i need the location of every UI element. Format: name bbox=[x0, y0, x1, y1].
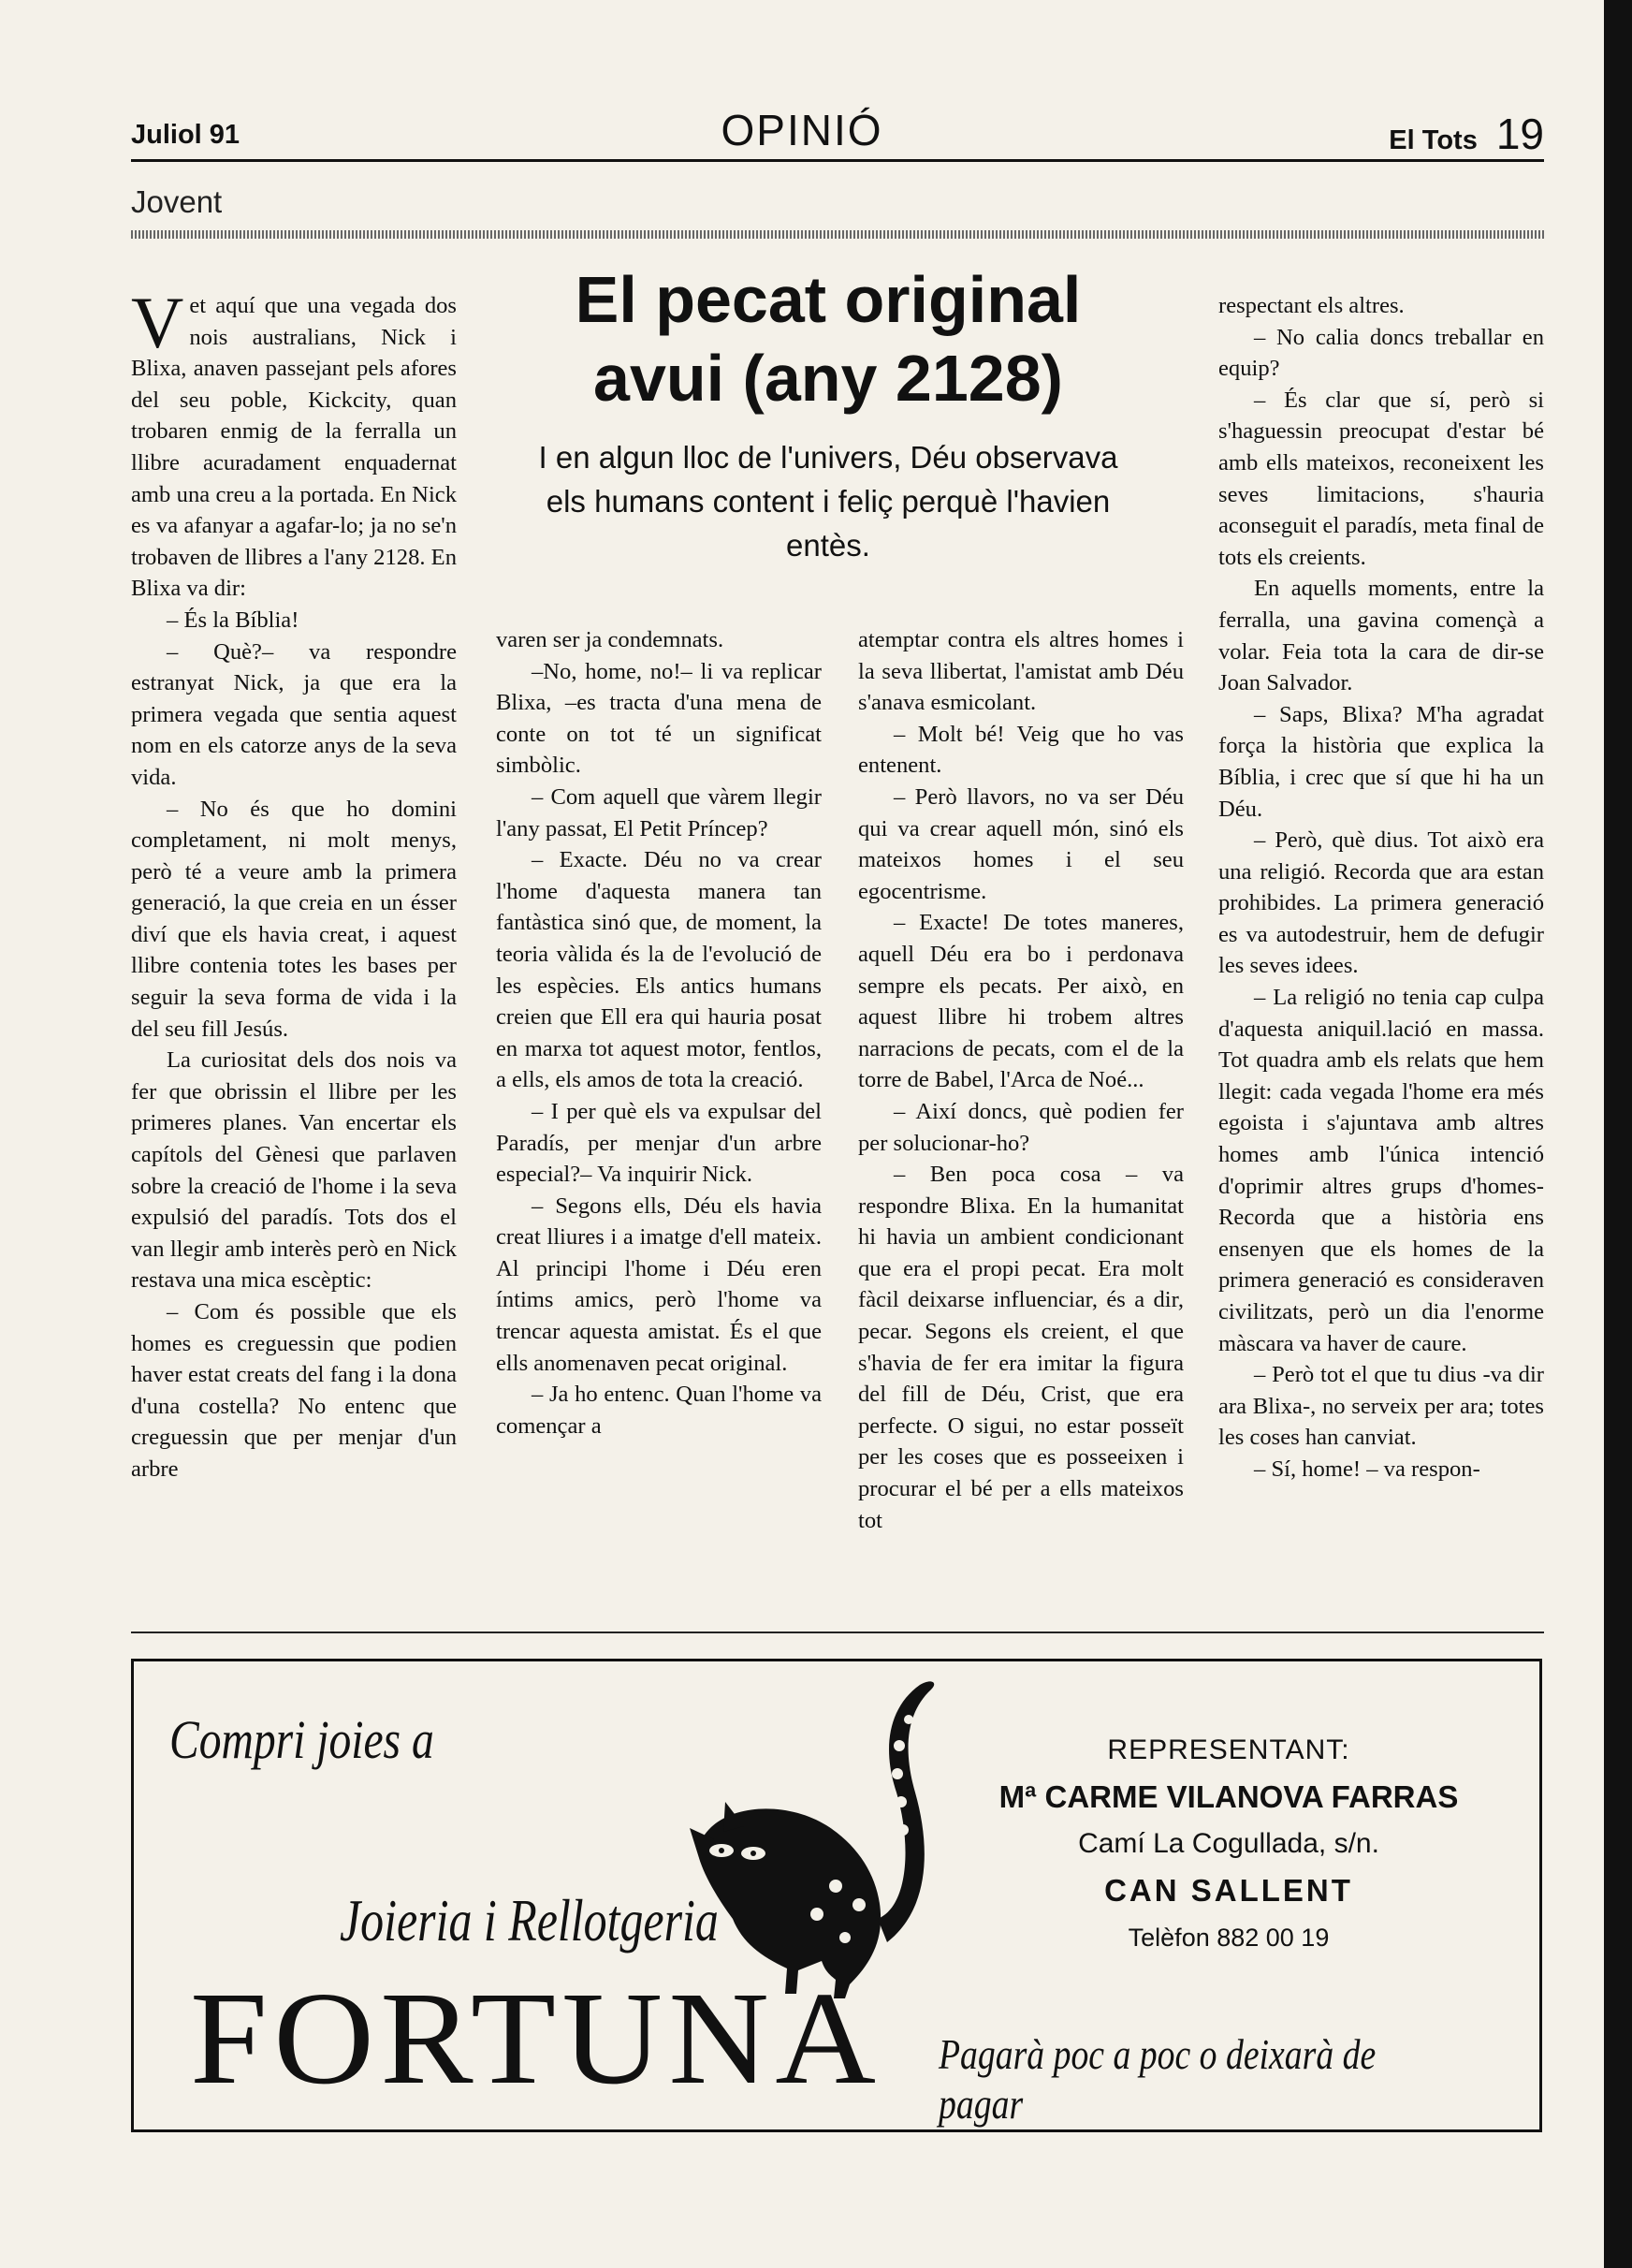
article-paragraph bbox=[1218, 385, 1544, 574]
paragraph-text: – És la Bíblia! bbox=[167, 607, 299, 633]
paragraph-text: – No calia doncs treballar en equip? bbox=[1218, 324, 1544, 382]
paragraph-text: La curiositat dels dos nois va fer que obrissin el llibre per les primeres planes. Van encertar els capítols del Gènesi que parlaven sobre la creació de l'home i la seva expulsió del paradís. Tots dos el van llegir amb interès però en Nick restava una mica escèptic: bbox=[131, 1047, 457, 1294]
article-column-3 bbox=[858, 624, 1184, 1536]
article-paragraph bbox=[496, 782, 822, 844]
paragraph-text: – Què?– va respondre estranyat Nick, ja que era la primera vegada que sentia aquest nom en els catorze anys de la seva vida. bbox=[131, 638, 457, 790]
article-paragraph bbox=[858, 1096, 1184, 1159]
article-paragraph bbox=[496, 624, 822, 656]
publication-info bbox=[1389, 109, 1544, 159]
article-paragraph bbox=[496, 1191, 822, 1380]
article-paragraph bbox=[131, 282, 457, 605]
article-paragraph bbox=[858, 719, 1184, 782]
drop-cap: V bbox=[131, 282, 184, 363]
article-paragraph bbox=[1218, 1454, 1544, 1485]
header-rule bbox=[131, 159, 1544, 162]
issue-date: Juliol 91 bbox=[131, 120, 240, 150]
article-paragraph bbox=[496, 1096, 822, 1191]
paragraph-text: –No, home, no!– li va replicar Blixa, –es tracta d'una mena de conte on tot té un significat simbòlic. bbox=[496, 658, 822, 779]
paragraph-text: – Molt bé! Veig que ho vas entenent. bbox=[858, 721, 1184, 779]
article-paragraph bbox=[496, 1379, 822, 1441]
paragraph-text: – Però llavors, no va ser Déu qui va crear aquell món, sinó els mateixos homes i el seu egocentrisme. bbox=[858, 783, 1184, 904]
paragraph-text: et aquí que una vegada dos nois australians, Nick i Blixa, anaven passejant pels afores del seu poble, Kickcity, quan trobaren enmig de la ferralla un llibre acuradament enquadernat amb una creu a la portada. En Nick es va afanyar a agafar-lo; ja no se'n trobaven de llibres a l'any 2128. En Blixa va dir: bbox=[131, 293, 457, 602]
paragraph-text: – La religió no tenia cap culpa d'aquesta aniquil.lació en massa. Tot quadra amb els relats que hem llegit: cada vegada l'home era més egoista i s'ajuntava amb altres homes amb l'única intenció d'oprimir altres grups d'homes- Recorda que a història ens ensenyen que els homes de la primera generació es consideraven civilitzats, però un dia l'enorme màscara va haver de caure. bbox=[1218, 985, 1544, 1356]
headline-line-1: El pecat original bbox=[575, 263, 1082, 336]
paragraph-text: – I per què els va expulsar del Paradís, per menjar d'un arbre especial?– Va inquirir Nick. bbox=[496, 1098, 822, 1188]
article-paragraph bbox=[1218, 290, 1544, 322]
headline-line-2: avui (any 2128) bbox=[593, 342, 1063, 415]
ad-brand: FORTUNA bbox=[190, 1964, 882, 2112]
article-paragraph bbox=[496, 844, 822, 1096]
article-paragraph bbox=[1218, 322, 1544, 385]
rep-phone: Telèfon 882 00 19 bbox=[1128, 1924, 1330, 1952]
paragraph-text: – Ben poca cosa – va respondre Blixa. En la humanitat hi havia un ambient condicionant que era el propi pecat. Era molt fàcil deixarse influenciar, és a dir, pecar. Segons els creient, el que s'havia de fer era imitar la figura del fill de Déu, Crist, que era perfecte. O sigui, no estar posseït per les coses que es posseeixen i procurar el bé per a ells mateixos tot bbox=[858, 1162, 1184, 1533]
page-number: 19 bbox=[1495, 110, 1544, 158]
paragraph-text: respectant els altres. bbox=[1218, 293, 1405, 318]
paragraph-text: – És clar que sí, però si s'haguessin preocupat d'estar bé amb ells mateixos, reconeixent les seves limitacions, s'hauria aconseguit el paradís, meta final de tots els creients. bbox=[1218, 387, 1544, 570]
paragraph-text: – Saps, Blixa? M'ha agradat força la història que explica la Bíblia, i crec que sí que hi ha un Déu. bbox=[1218, 701, 1544, 822]
paragraph-text: – Sí, home! – va respon- bbox=[1254, 1456, 1480, 1482]
rep-name: Mª CARME VILANOVA FARRAS bbox=[998, 1779, 1459, 1814]
ad-tagline: Compri joies a bbox=[169, 1709, 434, 1770]
paragraph-text: En aquells moments, entre la ferralla, una gavina començà a volar. Feia tota la cara de dir-se Joan Salvador. bbox=[1218, 576, 1544, 696]
article-paragraph bbox=[858, 782, 1184, 907]
paragraph-text: – Ja ho entenc. Quan l'home va començar a bbox=[496, 1382, 822, 1439]
article-paragraph bbox=[1218, 1359, 1544, 1454]
article-paragraph bbox=[858, 907, 1184, 1096]
article-paragraph bbox=[1218, 699, 1544, 825]
fortuna-advertisement bbox=[131, 1659, 1542, 2132]
paragraph-text: – Segons ells, Déu els havia creat lliures i a imatge d'ell mateix. Al principi l'home i Déu eren íntims amics, però l'home va trencar aquesta amistat. És el que ells anomenaven pecat original. bbox=[496, 1193, 822, 1376]
article-bottom-rule bbox=[131, 1631, 1544, 1633]
paragraph-text: – Com és possible que els homes es creguessin que podien haver estat creats del fang i la dona d'una costella? No entenc que creguessin que per menjar d'un arbre bbox=[131, 1299, 457, 1482]
article-column-2 bbox=[496, 624, 822, 1441]
article-column-4 bbox=[1218, 290, 1544, 1485]
section-label: Jovent bbox=[131, 184, 223, 219]
article-paragraph bbox=[1218, 573, 1544, 698]
article-paragraph bbox=[131, 1045, 457, 1296]
article-subtitle: I en algun lloc de l'univers, Déu observava els humans content i feliç perquè l'havien entès. bbox=[538, 440, 1118, 563]
article-paragraph bbox=[1218, 982, 1544, 1359]
paragraph-text: – Exacte! De totes maneres, aquell Déu era bo i perdonava sempre els pecats. Per això, en aquest llibre hi trobem altres narracions de pecats, com el de la torre de Babel, l'Arca de Noé... bbox=[858, 910, 1184, 1093]
article-paragraph bbox=[131, 605, 457, 637]
paragraph-text: – No és que ho domini completament, ni molt menys, però té a veure amb la primera generació, la que creia en un ésser diví que els havia creat, i aquest llibre contenia totes les bases per seguir la seva forma de vida i la del seu fill Jesús. bbox=[131, 796, 457, 1042]
rep-place: CAN SALLENT bbox=[1104, 1873, 1353, 1908]
article-paragraph bbox=[131, 1296, 457, 1485]
section-rule bbox=[131, 230, 1544, 239]
paragraph-text: varen ser ja condemnats. bbox=[496, 627, 724, 652]
paragraph-text: atemptar contra els altres homes i la seva llibertat, l'amistat amb Déu s'anava esmicolant. bbox=[858, 627, 1184, 716]
article-headline bbox=[501, 260, 1156, 417]
article-paragraph bbox=[496, 656, 822, 782]
paragraph-text: – Exacte. Déu no va crear l'home d'aquesta manera tan fantàstica sinó que, de moment, la teoria vàlida és la de l'evolució de les espècies. Els antics humans creien que Ell era qui hauria posat en marxa tot aquest motor, fentlos, a ells, els amos de tota la creació. bbox=[496, 847, 822, 1093]
page-edge bbox=[1604, 0, 1632, 2268]
article-column-1 bbox=[131, 282, 457, 1485]
paragraph-text: – Però, què dius. Tot això era una religió. Recorda que ara estan prohibides. La primera generació es va autodestruir, hem de defugir les seves idees. bbox=[1218, 827, 1544, 979]
ad-slogan: Pagarà poc a poc o deixarà de pagar bbox=[939, 2030, 1377, 2128]
rep-label: REPRESENTANT: bbox=[1107, 1734, 1350, 1765]
article-paragraph bbox=[131, 794, 457, 1046]
rep-address: Camí La Cogullada, s/n. bbox=[1078, 1828, 1379, 1859]
ad-representative-block bbox=[995, 1727, 1463, 1961]
paragraph-text: – Però tot el que tu dius -va dir ara Blixa-, no serveix per ara; totes les coses han canviat. bbox=[1218, 1362, 1544, 1451]
article-paragraph bbox=[858, 624, 1184, 719]
article-paragraph bbox=[858, 1159, 1184, 1536]
paragraph-text: – Com aquell que vàrem llegir l'any passat, El Petit Príncep? bbox=[496, 783, 822, 841]
publication-name: El Tots bbox=[1389, 125, 1478, 155]
ad-shop-type: Joieria i Rellotgeria bbox=[340, 1887, 719, 1953]
article-paragraph bbox=[1218, 825, 1544, 982]
article-paragraph bbox=[131, 637, 457, 794]
paragraph-text: – Així doncs, què podien fer per solucionar-ho? bbox=[858, 1098, 1184, 1156]
section-header: OPINIÓ bbox=[721, 106, 883, 154]
